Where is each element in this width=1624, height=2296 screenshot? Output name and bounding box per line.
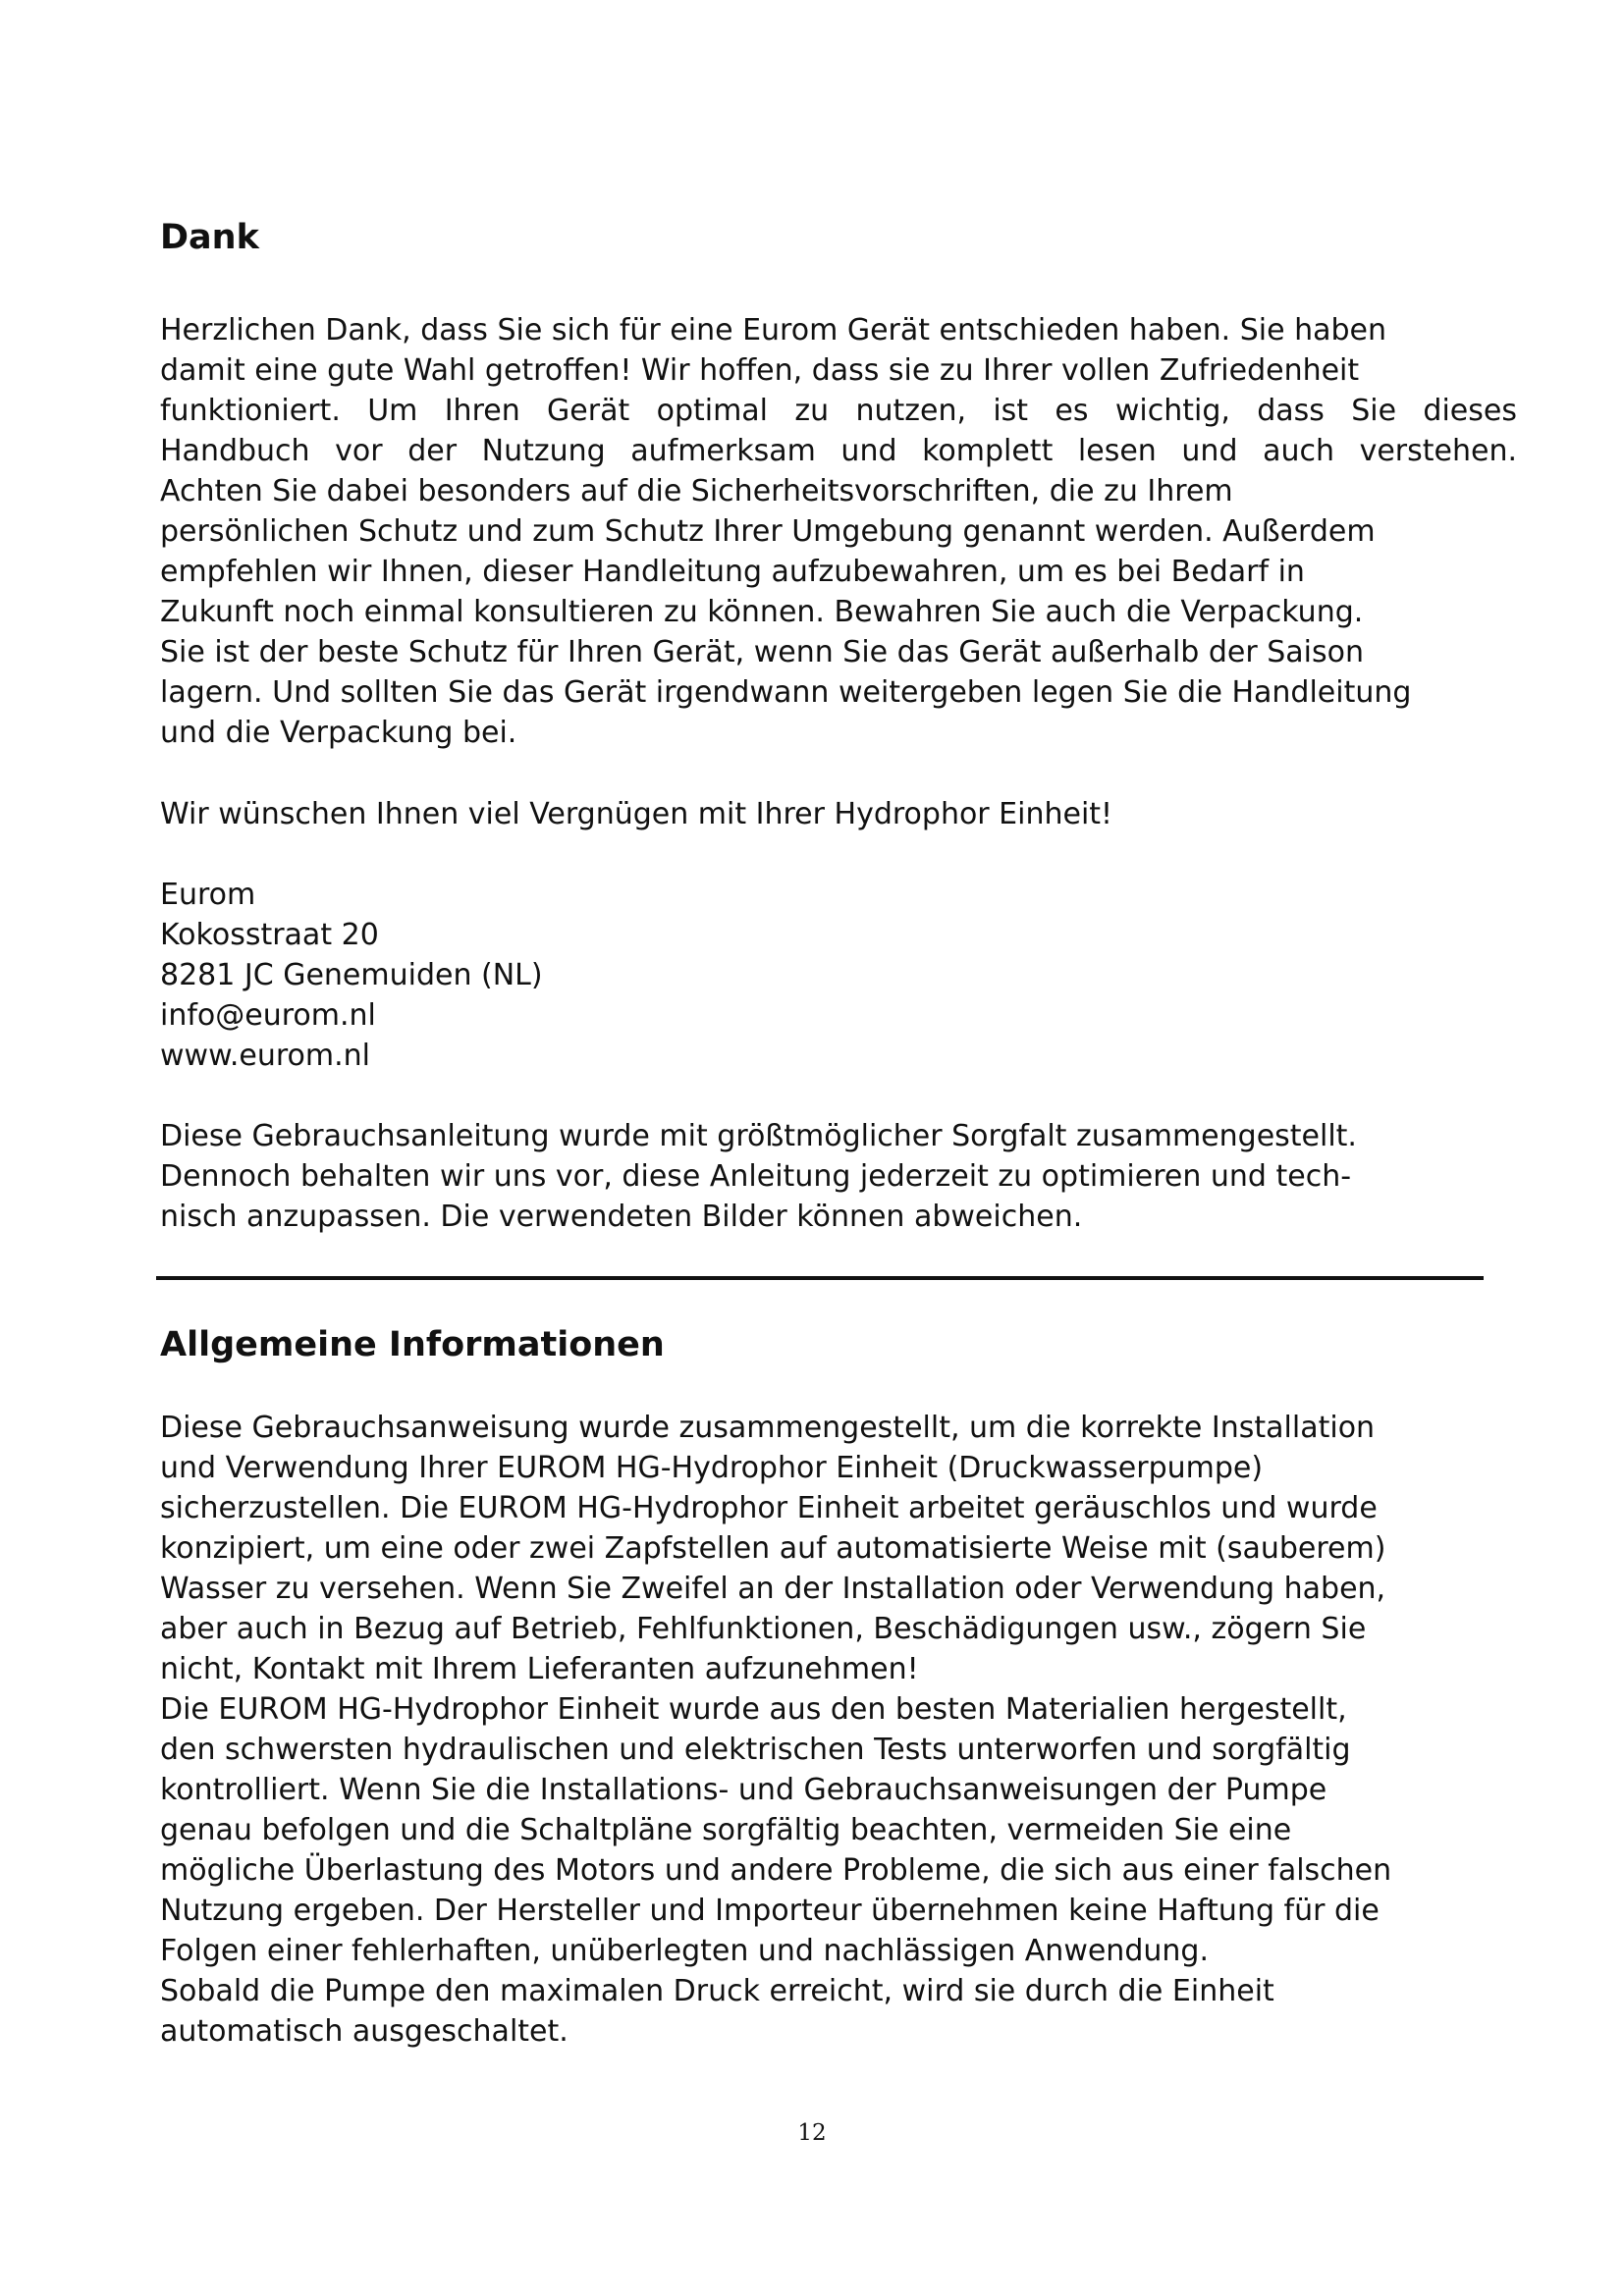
- text-line: Folgen einer fehlerhaften, unüberlegten und nachlässigen Anwendung.: [160, 1934, 1209, 1968]
- text-line: Herzlichen Dank, dass Sie sich für eine Eurom Gerät entschieden haben. Sie haben: [160, 313, 1387, 347]
- text-line: mögliche Überlastung des Motors und andere Probleme, die sich aus einer falschen: [160, 1853, 1392, 1888]
- text-line: Achten Sie dabei besonders auf die Sicherheitsvorschriften, die zu Ihrem: [160, 474, 1233, 508]
- text-line: Dennoch behalten wir uns vor, diese Anleitung jederzeit zu optimieren und tech-: [160, 1159, 1352, 1194]
- website-address: www.eurom.nl: [160, 1039, 370, 1073]
- text-line: Sie ist der beste Schutz für Ihren Gerät, wenn Sie das Gerät außerhalb der Saison: [160, 635, 1364, 669]
- page-number: 12: [797, 2120, 827, 2146]
- text-line: persönlichen Schutz und zum Schutz Ihrer Umgebung genannt werden. Außerdem: [160, 514, 1376, 549]
- company-address: [160, 875, 1535, 1076]
- postal-city: 8281 JC Genemuiden (NL): [160, 958, 543, 992]
- email-address: info@eurom.nl: [160, 998, 376, 1033]
- text-line: empfehlen wir Ihnen, dieser Handleitung aufzubewahren, um es bei Bedarf in: [160, 555, 1305, 589]
- text-line: Diese Gebrauchsanleitung wurde mit größtmöglicher Sorgfalt zusammengestellt.: [160, 1119, 1357, 1153]
- text-line: kontrolliert. Wenn Sie die Installations- und Gebrauchsanweisungen der Pumpe: [160, 1773, 1327, 1807]
- allgemein-paragraph: [160, 1408, 1535, 2052]
- text-line: genau befolgen und die Schaltpläne sorgfältig beachten, vermeiden Sie eine: [160, 1813, 1292, 1847]
- text-line: Wir wünschen Ihnen viel Vergnügen mit Ihrer Hydrophor Einheit!: [160, 797, 1113, 831]
- disclaimer-paragraph: [160, 1116, 1535, 1237]
- text-line: automatisch ausgeschaltet.: [160, 2014, 568, 2049]
- text-line: Sobald die Pumpe den maximalen Druck erreicht, wird sie durch die Einheit: [160, 1974, 1274, 2008]
- page-content: [160, 208, 1535, 2052]
- text-line: Die EUROM HG-Hydrophor Einheit wurde aus den besten Materialien hergestellt,: [160, 1692, 1347, 1727]
- text-line: und die Verpackung bei.: [160, 716, 517, 750]
- text-line: und Verwendung Ihrer EUROM HG-Hydrophor Einheit (Druckwasserpumpe): [160, 1451, 1264, 1485]
- text-line: lagern. Und sollten Sie das Gerät irgendwann weitergeben legen Sie die Handleitung: [160, 675, 1412, 710]
- section-heading-dank: Dank: [160, 218, 259, 257]
- text-line: Zukunft noch einmal konsultieren zu können. Bewahren Sie auch die Verpackung.: [160, 595, 1364, 629]
- section-heading-allgemeine-informationen: Allgemeine Informationen: [160, 1325, 665, 1364]
- text-line: funktioniert. Um Ihren Gerät optimal zu nutzen, ist es wichtig, dass Sie dieses: [160, 394, 1517, 428]
- text-line: Wasser zu versehen. Wenn Sie Zweifel an der Installation oder Verwendung haben,: [160, 1572, 1386, 1606]
- dank-paragraph: [160, 310, 1535, 753]
- text-line: nisch anzupassen. Die verwendeten Bilder können abweichen.: [160, 1200, 1083, 1234]
- closing-wish: [160, 794, 1535, 834]
- street-address: Kokosstraat 20: [160, 918, 379, 952]
- text-line: aber auch in Bezug auf Betrieb, Fehlfunktionen, Beschädigungen usw., zögern Sie: [160, 1612, 1367, 1646]
- text-line: damit eine gute Wahl getroffen! Wir hoffen, dass sie zu Ihrer vollen Zufriedenheit: [160, 353, 1360, 388]
- text-line: nicht, Kontakt mit Ihrem Lieferanten aufzunehmen!: [160, 1652, 919, 1686]
- text-line: konzipiert, um eine oder zwei Zapfstellen auf automatisierte Weise mit (sauberem): [160, 1531, 1386, 1566]
- text-line: Nutzung ergeben. Der Hersteller und Importeur übernehmen keine Haftung für die: [160, 1894, 1380, 1928]
- text-line: den schwersten hydraulischen und elektrischen Tests unterworfen und sorgfältig: [160, 1733, 1351, 1767]
- text-line: Diese Gebrauchsanweisung wurde zusammengestellt, um die korrekte Installation: [160, 1411, 1376, 1445]
- text-line: sicherzustellen. Die EUROM HG-Hydrophor Einheit arbeitet geräuschlos und wurde: [160, 1491, 1378, 1525]
- section-divider: [156, 1276, 1484, 1280]
- company-name: Eurom: [160, 878, 256, 912]
- text-line: Handbuch vor der Nutzung aufmerksam und komplett lesen und auch verstehen.: [160, 434, 1517, 468]
